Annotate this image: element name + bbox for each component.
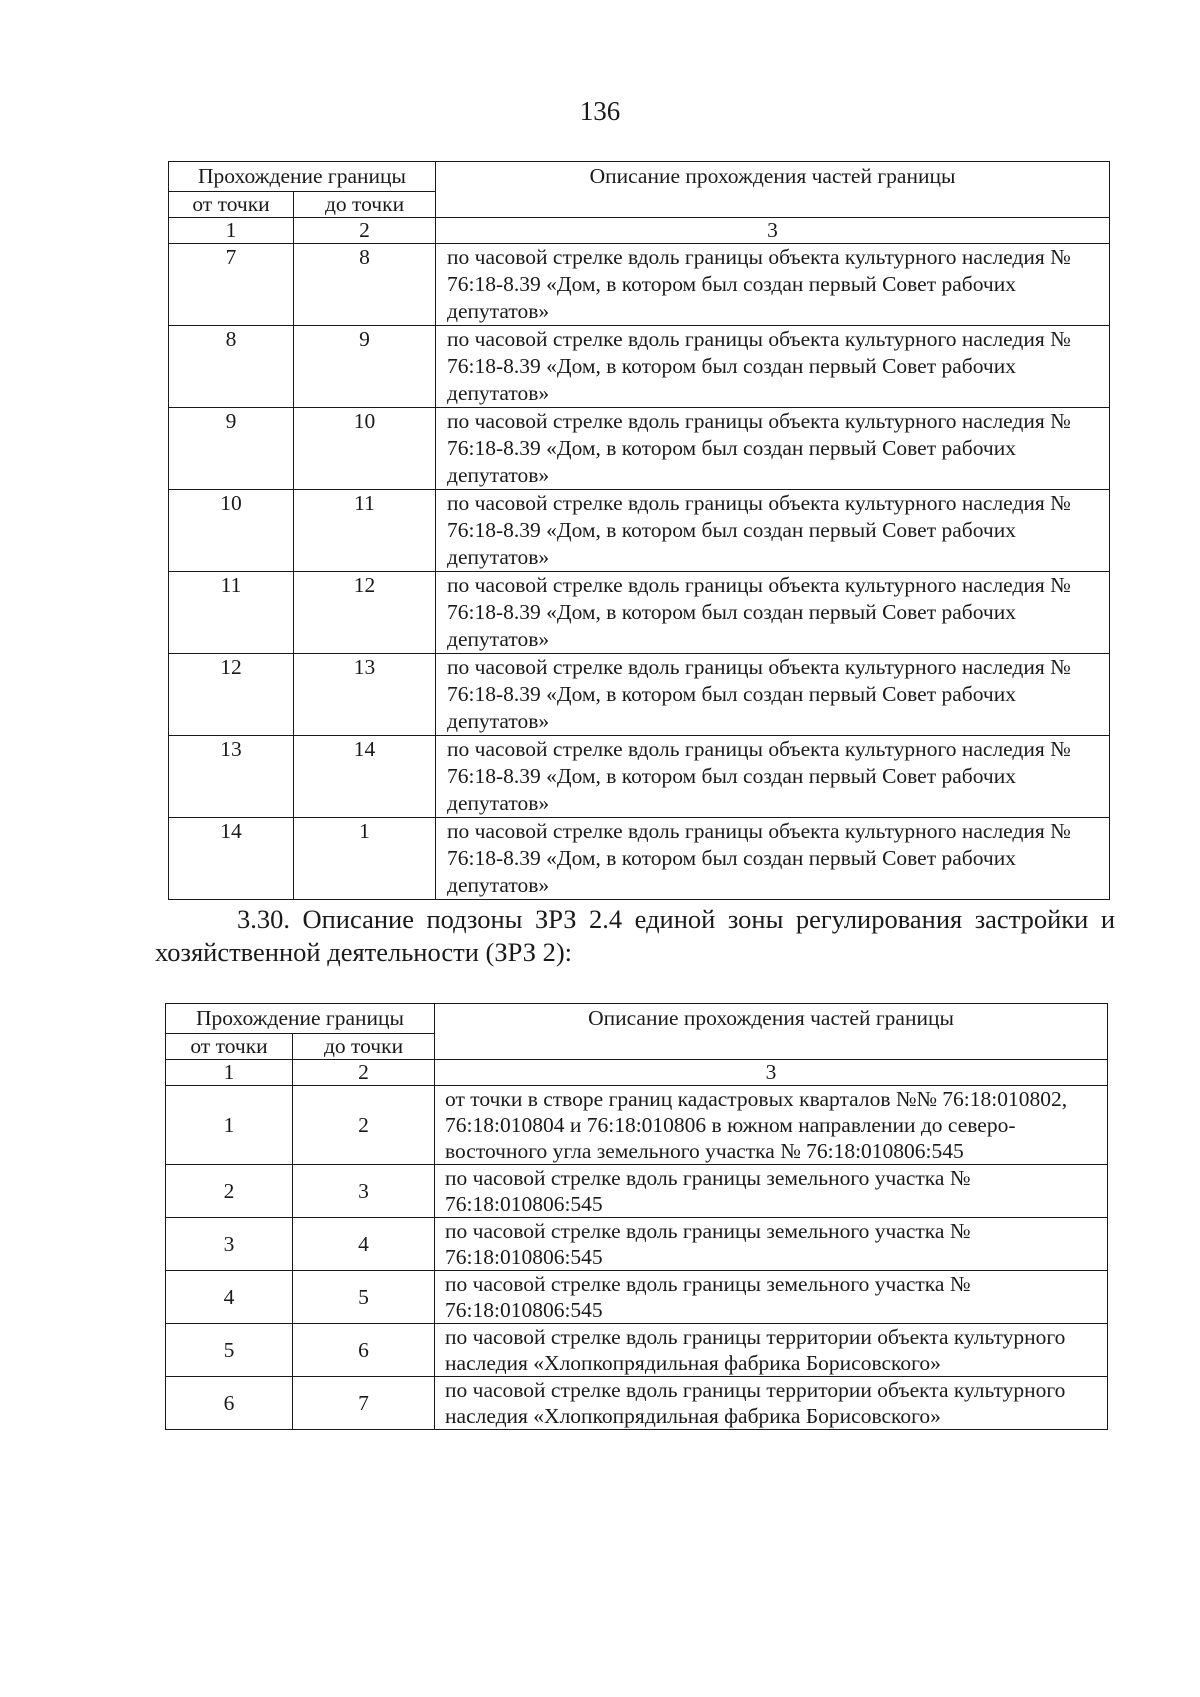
- header-to-point: до точки: [293, 1034, 435, 1060]
- from-point-cell: 13: [169, 736, 294, 818]
- header-boundary-passage: Прохождение границы: [166, 1004, 435, 1034]
- from-point-cell: 9: [169, 408, 294, 490]
- table-row: [169, 490, 1110, 572]
- from-point-cell: 4: [166, 1271, 293, 1324]
- from-point-cell: 1: [166, 1086, 293, 1165]
- from-point-cell: 7: [169, 244, 294, 326]
- to-point-cell: 6: [293, 1324, 435, 1377]
- header-to-point: до точки: [294, 192, 436, 218]
- from-point-cell: 11: [169, 572, 294, 654]
- table-row: [166, 1324, 1108, 1377]
- description-cell: по часовой стрелке вдоль границы объекта культурного наследия № 76:18-8.39 «Дом, в котором был создан первый Совет рабочих депутатов»: [436, 818, 1110, 900]
- table-row: [169, 818, 1110, 900]
- description-cell: по часовой стрелке вдоль границы объекта культурного наследия № 76:18-8.39 «Дом, в котором был создан первый Совет рабочих депутатов»: [436, 408, 1110, 490]
- description-cell: по часовой стрелке вдоль границы земельного участка № 76:18:010806:545: [435, 1165, 1108, 1218]
- table-row: [166, 1165, 1108, 1218]
- from-point-cell: 12: [169, 654, 294, 736]
- to-point-cell: 10: [294, 408, 436, 490]
- from-point-cell: 10: [169, 490, 294, 572]
- column-number-row: [169, 218, 1110, 244]
- table-row: [166, 1377, 1108, 1430]
- to-point-cell: 4: [293, 1218, 435, 1271]
- column-number: 2: [293, 1060, 435, 1086]
- header-description: Описание прохождения частей границы: [435, 1004, 1108, 1060]
- to-point-cell: 5: [293, 1271, 435, 1324]
- table-row: [169, 572, 1110, 654]
- to-point-cell: 1: [294, 818, 436, 900]
- table-row: [169, 326, 1110, 408]
- description-cell: от точки в створе границ кадастровых кварталов №№ 76:18:010802, 76:18:010804 и 76:18:010806 в южном направлении до северо-восточного угла земельного участка № 76:18:010806:545: [435, 1086, 1108, 1165]
- table-row: [169, 408, 1110, 490]
- to-point-cell: 13: [294, 654, 436, 736]
- description-cell: по часовой стрелке вдоль границы объекта культурного наследия № 76:18-8.39 «Дом, в котором был создан первый Совет рабочих депутатов»: [436, 244, 1110, 326]
- description-cell: по часовой стрелке вдоль границы территории объекта культурного наследия «Хлопкопрядильная фабрика Борисовского»: [435, 1324, 1108, 1377]
- to-point-cell: 11: [294, 490, 436, 572]
- to-point-cell: 8: [294, 244, 436, 326]
- to-point-cell: 9: [294, 326, 436, 408]
- from-point-cell: 14: [169, 818, 294, 900]
- boundary-table-2: [165, 1003, 1108, 1430]
- column-number: 1: [169, 218, 294, 244]
- description-cell: по часовой стрелке вдоль границы территории объекта культурного наследия «Хлопкопрядильная фабрика Борисовского»: [435, 1377, 1108, 1430]
- header-from-point: от точки: [169, 192, 294, 218]
- to-point-cell: 2: [293, 1086, 435, 1165]
- description-cell: по часовой стрелке вдоль границы объекта культурного наследия № 76:18-8.39 «Дом, в котором был создан первый Совет рабочих депутатов»: [436, 654, 1110, 736]
- to-point-cell: 3: [293, 1165, 435, 1218]
- description-cell: по часовой стрелке вдоль границы объекта культурного наследия № 76:18-8.39 «Дом, в котором был создан первый Совет рабочих депутатов»: [436, 736, 1110, 818]
- table-row: [169, 244, 1110, 326]
- column-number: 1: [166, 1060, 293, 1086]
- description-cell: по часовой стрелке вдоль границы объекта культурного наследия № 76:18-8.39 «Дом, в котором был создан первый Совет рабочих депутатов»: [436, 326, 1110, 408]
- section-title: 3.30. Описание подзоны ЗРЗ 2.4 единой зоны регулирования застройки и хозяйственной деятельности (ЗРЗ 2):: [155, 904, 1115, 967]
- from-point-cell: 3: [166, 1218, 293, 1271]
- table-row: [166, 1086, 1108, 1165]
- from-point-cell: 5: [166, 1324, 293, 1377]
- header-boundary-passage: Прохождение границы: [169, 162, 436, 192]
- header-from-point: от точки: [166, 1034, 293, 1060]
- description-cell: по часовой стрелке вдоль границы объекта культурного наследия № 76:18-8.39 «Дом, в котором был создан первый Совет рабочих депутатов»: [436, 572, 1110, 654]
- column-number-row: [166, 1060, 1108, 1086]
- header-description: Описание прохождения частей границы: [436, 162, 1110, 218]
- from-point-cell: 6: [166, 1377, 293, 1430]
- description-cell: по часовой стрелке вдоль границы земельного участка № 76:18:010806:545: [435, 1218, 1108, 1271]
- column-number: 3: [435, 1060, 1108, 1086]
- to-point-cell: 7: [293, 1377, 435, 1430]
- table-row: [169, 654, 1110, 736]
- table-row: [166, 1271, 1108, 1324]
- description-cell: по часовой стрелке вдоль границы объекта культурного наследия № 76:18-8.39 «Дом, в котором был создан первый Совет рабочих депутатов»: [436, 490, 1110, 572]
- from-point-cell: 2: [166, 1165, 293, 1218]
- page-number: 136: [579, 96, 621, 126]
- from-point-cell: 8: [169, 326, 294, 408]
- to-point-cell: 12: [294, 572, 436, 654]
- to-point-cell: 14: [294, 736, 436, 818]
- column-number: 3: [436, 218, 1110, 244]
- description-cell: по часовой стрелке вдоль границы земельного участка № 76:18:010806:545: [435, 1271, 1108, 1324]
- column-number: 2: [294, 218, 436, 244]
- table-row: [169, 736, 1110, 818]
- boundary-table-1: [168, 161, 1110, 900]
- table-row: [166, 1218, 1108, 1271]
